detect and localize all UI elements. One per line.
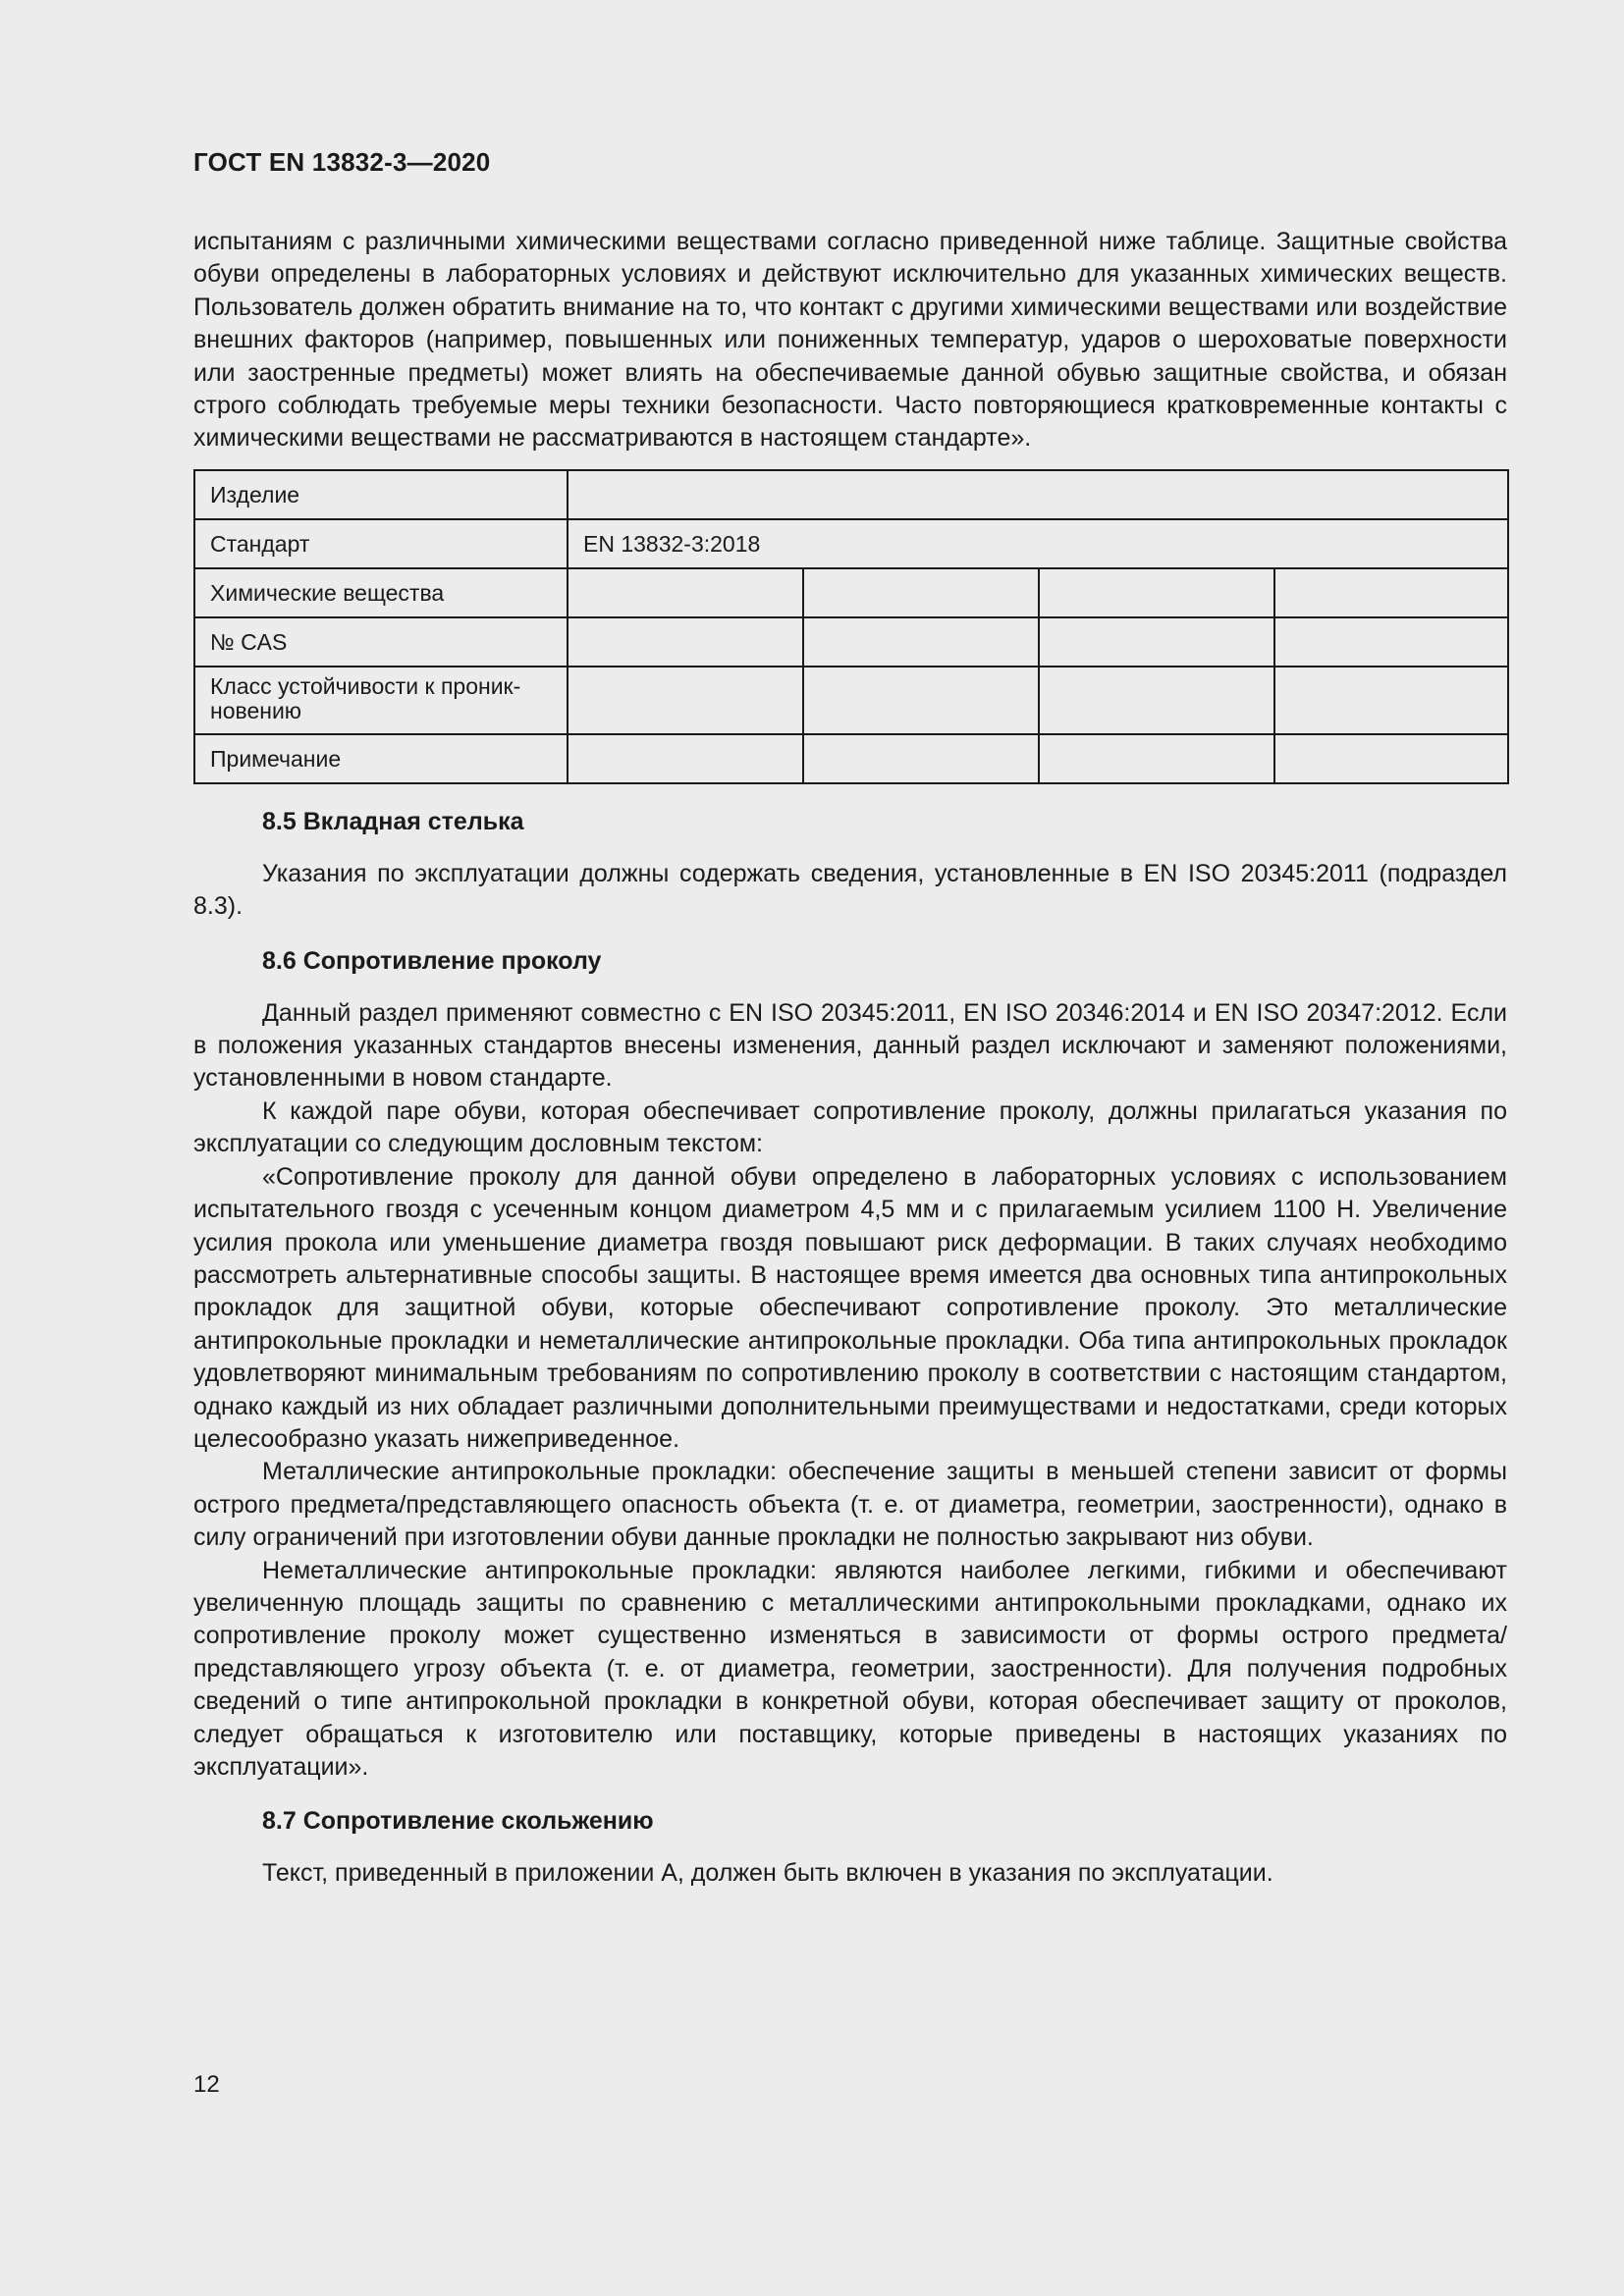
row-label: № CAS (194, 617, 568, 667)
row-label: Изделие (194, 470, 568, 519)
table-row (194, 470, 1508, 519)
table-row (194, 617, 1508, 667)
section-8-6-paragraph: Металлические антипрокольные прокладки: обеспечение защиты в меньшей степени зависит от формы острого предмета/представляющего опасность объекта (т. е. от диаметра, геометрии, заостренности), однако в силу ограничений при изготовлении обуви данные прокладки не полностью закрывают низ обуви. (193, 1458, 1507, 1552)
standard-value: EN 13832-3:2018 (568, 519, 1508, 568)
row-label: Химические вещества (194, 568, 568, 617)
page-content (193, 226, 1507, 1891)
section-8-6-paragraph: Неметаллические антипрокольные прокладки: являются наиболее легкими, гибкими и обеспечивают увеличенную площадь защиты по сравнению с металлическими антипрокольными прокладками, однако их сопротивление проколу может существенно изменяться в зависимости от формы острого предмета/представляющего угрозу объекта (т. е. от диаметра, геометрии, заостренности). Для получения подробных сведений о типе антипрокольной прокладки в конкретной обуви, которая обеспечивает защиту от проколов, следует обращаться к изготовителю или поставщику, которые приведены в настоящих указаниях по эксплуатации». (193, 1556, 1507, 1781)
section-8-6-quote: «Сопротивление проколу для данной обуви определено в лабораторных условиях с использованием испытательного гвоздя с усеченным концом диаметром 4,5 мм и с прилагаемым усилием 1100 Н. Увеличение усилия прокола или уменьшение диаметра гвоздя повышают риск деформации. В таких случаях необходимо рассмотреть альтернативные способы защиты. В настоящее время имеется два основных типа антипрокольных прокладок для защитной обуви, которые обеспечивают сопротивление проколу. Это металлические антипрокольные прокладки и неметаллические антипрокольные прокладки. Оба типа антипрокольных прокладок удовлетворяют минимальным требованиям по сопротивлению проколу в соответствии с настоящим стандартом, однако каждый из них обладает различными дополнительными преимуществами и недостатками, среди которых целесообразно указать нижеприведенное. (193, 1162, 1507, 1453)
table-cell (1039, 617, 1274, 667)
table-row (194, 519, 1508, 568)
page-number: 12 (193, 2071, 220, 2098)
section-heading-8-6: 8.6 Сопротивление проколу (262, 946, 602, 975)
table-row (194, 568, 1508, 617)
table-cell (1274, 734, 1508, 783)
section-heading-8-7: 8.7 Сопротивление скольжению (262, 1807, 654, 1836)
table-cell (1039, 568, 1274, 617)
section-heading-8-5: 8.5 Вкладная стелька (262, 807, 524, 835)
document-header: ГОСТ EN 13832-3—2020 (193, 147, 491, 177)
section-8-5-text: Указания по эксплуатации должны содержать сведения, установленные в EN ISO 20345:2011 (подраздел 8.3). (193, 859, 1507, 921)
table-cell (803, 617, 1039, 667)
section-8-7-text: Текст, приведенный в приложении А, должен быть включен в указания по эксплуатации. (262, 1859, 1273, 1888)
table-cell (1039, 734, 1274, 783)
table-cell (1039, 667, 1274, 734)
table-cell (803, 667, 1039, 734)
table-cell (568, 667, 803, 734)
row-label: Стандарт (194, 519, 568, 568)
intro-paragraph: испытаниям с различными химическими веществами согласно приведенной ниже таблице. Защитные свойства обуви определены в лабораторных условиях и действуют исключительно для указанных химических веществ. Пользователь должен обратить внимание на то, что контакт с другими химическими веществами или воздействие внешних факторов (например, повышенных или пониженных температур, ударов о шероховатые поверхности или заостренные предметы) может влиять на обеспечиваемые данной обувью защитные свойства, и обязан строго соблюдать требуемые меры техники безопасности. Часто повторяющиеся кратковременные контакты с химическими веществами не рассматриваются в настоящем стандарте». (193, 228, 1507, 453)
table-cell (568, 617, 803, 667)
chemical-resistance-table (193, 469, 1509, 784)
row-label: Примечание (194, 734, 568, 783)
table-cell (568, 568, 803, 617)
table-cell (1274, 617, 1508, 667)
section-8-6-paragraph: К каждой паре обуви, которая обеспечивает сопротивление проколу, должны прилагаться указания по эксплуатации со следующим дословным текстом: (193, 1096, 1507, 1158)
table-cell (803, 734, 1039, 783)
table-row (194, 734, 1508, 783)
table-cell (1274, 667, 1508, 734)
table-cell (568, 734, 803, 783)
product-value (568, 470, 1508, 519)
section-8-6-paragraph: Данный раздел применяют совместно с EN ISO 20345:2011, EN ISO 20346:2014 и EN ISO 20347:2012. Если в положения указанных стандартов внесены изменения, данный раздел исключают и заменяют положениями, установленными в новом стандарте. (193, 998, 1507, 1093)
table-cell (1274, 568, 1508, 617)
table-cell (803, 568, 1039, 617)
row-label: Класс устойчивости к проникновению (194, 667, 568, 734)
table-row (194, 667, 1508, 734)
